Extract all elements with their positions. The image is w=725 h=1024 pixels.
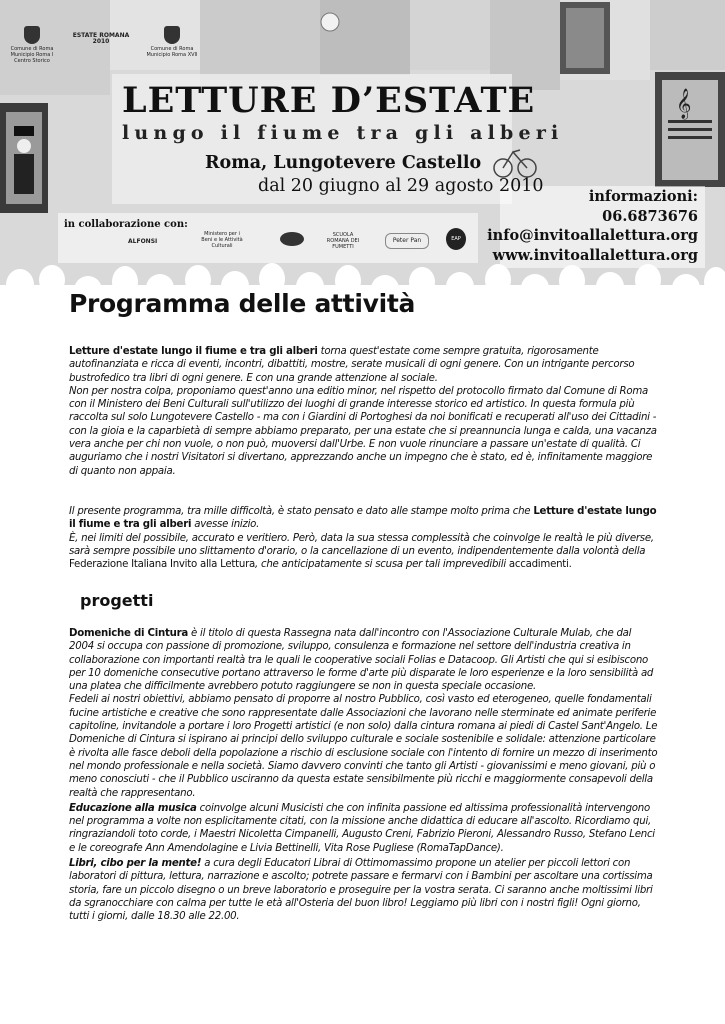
event-dates: dal 20 giugno al 29 agosto 2010 (258, 176, 544, 196)
poster-subtitle: lungo il fiume tra gli alberi (122, 122, 564, 144)
partner-logo: Ministero per i Beni e le Attività Culturali (201, 231, 243, 249)
logo-line: 2010 (92, 38, 110, 45)
bold-phrase: Domeniche di Cintura (69, 628, 189, 639)
logo-line: Municipio Roma I Centro Storico (10, 52, 54, 64)
svg-text:𝄞: 𝄞 (676, 89, 692, 119)
section-title: progetti (80, 591, 154, 610)
partner-logo: SCUOLA ROMANA DEI FUMETTI (326, 232, 360, 250)
text-span: torna quest'estate come sempre gratuita, rigorosamente autofinanziata e ricca di eventi, incontri, dibattiti, mostre, serate musicali di ogni genere. Con un intrigante percorso bustrofedico tra libri di ogni genere. E con una grande attenzione al sociale. (69, 346, 635, 384)
poster-title: LETTURE D’ESTATE (122, 80, 536, 121)
info-label: informazioni: (588, 188, 698, 205)
paragraph: Fedeli ai nostri obiettivi, abbiamo pensato di proporre al nostro Pubblico, così vasto ed eterogeneo, quelle fondamentali fucine artistiche e creative che sono rappresentate dalle Associazioni che lavorano nelle sterminate ed animate periferie capitoline, invitandole a portare i loro Progetti artistici (e non solo) dalla cintura romana ai piedi di Castel Sant'Angelo. Le Domeniche di Cintura si ispirano ai principi dello sviluppo culturale e sociale sostenibile e solidale: attenzione particolare è rivolta alle fasce deboli della popolazione a rischio di esclusione sociale con l'intento di fornire un mezzo di inserimento nel mondo professionale e nella società. Siamo davvero convinti che tanto gli Artisti - giovanissimi e meno giovani, più o meno conosciuti - che il Pubblico usciranno da questa estate sensibilmente più ricchi e maggiormente consapevoli della realtà che rappresentano. (69, 694, 658, 799)
logo-comune-roma-1 (6, 26, 58, 64)
partner-logo: EAP (446, 228, 466, 250)
paragraph: Non per nostra colpa, proponiamo quest'anno una editio minor, nel rispetto del protocollo firmato dal Comune di Roma con il Ministero dei Beni Culturali sull'utilizzo dei luoghi di grande interesse storico ed artistico. In questa formula più raccolta sul solo Lungotevere Castello - ma con i Giardini di Portoghesi da noi bonificati e recuperati all'uso dei Cittadini - con la gioia e la caparbietà di sempre abbiamo preparato, per una estate che si preannuncia lunga e calda, una vacanza vera anche per chi non vuole, o non può, muoversi dall'Urbe. E non vuole rinunciare a passare un'estate di qualità. Ci auguriamo che i nostri Visitatori si divertano, apprezzando anche un impegno che è stato, ed è, infinitamente maggiore di quanto non appaia. (69, 385, 657, 477)
bold-phrase: Letture d'estate lungo il fiume e tra gli alberi (69, 506, 657, 531)
logo-comune-roma-2 (146, 26, 198, 58)
info-web[interactable]: www.invitoallalettura.org (492, 246, 698, 264)
bold-phrase: Letture d'estate lungo il fiume e tra gli alberi (69, 346, 318, 357)
text-span: è il titolo di questa Rassegna nata dall'incontro con l'Associazione Culturale Mulab, che dal 2004 si occupa con passione di promozione, sviluppo, consulenza e formazione nel settore dell'industria creativa in collaborazione con importanti realtà tra le quali le cooperative sociali Folias e Datacoop. Gli Artisti che qui si esibiscono per 10 domeniche consecutive portano attraverso le forme d'arte più disparate le loro esperienze e la loro sensibilità ad una platea che difficilmente avrebbero potuto raggiungere se non in questa speciale occasione. (69, 628, 654, 693)
text-span: avesse inizio. (191, 519, 260, 531)
crest-icon (164, 26, 180, 44)
partner-logo: ALFONSI (128, 238, 158, 245)
collab-label: in collaborazione con: (64, 219, 188, 230)
text-span: a cura degli Educatori Librai di Ottimomassimo propone un atelier per piccoli lettori con laboratori di pittura, lettura, narrazione e ascolto; potrete passare e fermarvi con i Bambini per ascoltare una cortissima storia, fare un piccolo disegno o un breve laboratorio e proseguire per la vostra serata. Ci saranno anche moltissimi libri da sgranocchiare con calma per tutte le età all'Osteria del buon libro! Leggiamo più libri con i nostri figli! Ogni giorno, tutti i giorni, dalle 18.30 alle 22.00. (69, 858, 653, 923)
main-title: Programma delle attività (69, 289, 416, 318)
info-block (487, 187, 698, 265)
bold-phrase: Libri, cibo per la mente! (69, 858, 202, 870)
text-span: Il presente programma, tra mille difficoltà, è stato pensato e dato alle stampe molto prima che (69, 506, 534, 517)
text-span: Federazione Italiana Invito alla Lettura (69, 559, 256, 571)
partner-logo: Peter Pan (385, 233, 429, 249)
intro-text (69, 345, 659, 478)
logo-line: Comune di Roma (10, 46, 54, 52)
text-span: È, nei limiti del possibile, accurato e veritiero. Però, data la sua stessa complessità che coinvolge le realtà le più diverse, sarà sempre possibile uno slittamento d'orario, o la cancellazione di un evento, indipendentemente dalla volontà della (69, 532, 654, 557)
info-email[interactable]: info@invitoallalettura.org (487, 227, 698, 244)
text-span: , che anticipatamente si scusa per tali imprevedibili (255, 559, 509, 571)
projects-text (69, 627, 659, 924)
logo-estate-romana (66, 33, 136, 45)
crest-icon (24, 26, 40, 44)
logo-line: Municipio Roma XVII (146, 52, 198, 58)
event-place: Roma, Lungotevere Castello (205, 153, 482, 173)
info-phone: 06.6873676 (602, 207, 698, 225)
logo-line: ESTATE ROMANA (72, 32, 130, 39)
text-span: accadimenti. (508, 559, 572, 571)
note-text (69, 505, 659, 571)
bold-phrase: Educazione alla musica (69, 802, 197, 814)
text-span: coinvolge alcuni Musicisti che con infinita passione ed altissima professionalità intervengono nel programma a volte non esplicitamente citati, con la missione anche didattica di educare all'ascolto. Ricordiamo qui, ringraziandoli toto corde, i Maestri Nicoletta Cimpanelli, Augusto Creni, Fabrizio Pieroni, Alessandro Russo, Stefano Lenci e le coreografe Ann Amendolagine e Livia Bettinelli, Vita Rose Pugliese (RomaTapDance). (69, 802, 655, 854)
logo-line: Comune di Roma (150, 46, 194, 52)
partner-logo (280, 232, 304, 246)
